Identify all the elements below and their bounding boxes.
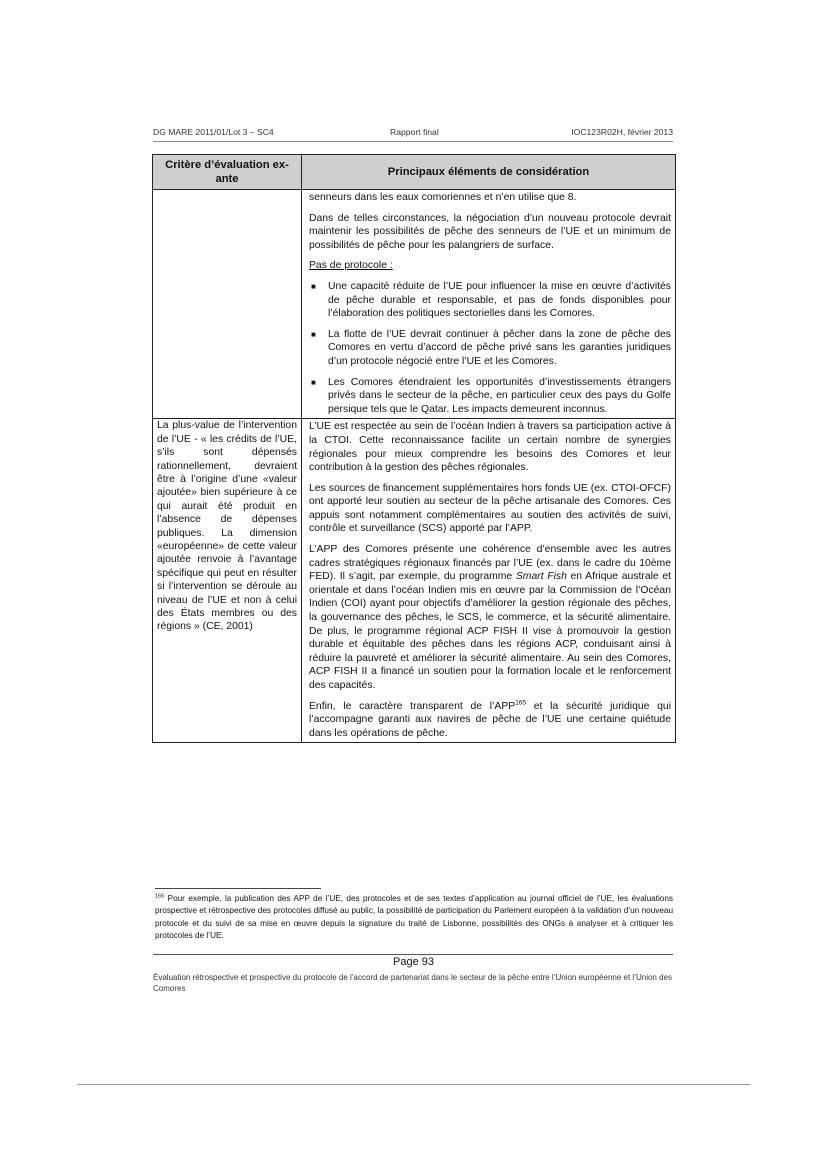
evaluation-table [152,154,676,743]
list-item [309,280,671,321]
bullet-list [309,280,671,416]
considerations-cell [302,190,676,419]
footer-divider [153,954,673,955]
header-report-type: Rapport final [390,127,439,137]
criterion-cell-empty [153,190,302,419]
paragraph [309,543,671,693]
paragraph-text: Enfin, le caractère transparent de l’APP [309,700,516,712]
footnote-text: Pour exemple, la publication des APP de l’UE, des protocoles et de ses textes d’application au journal officiel de l’UE, les évaluations prospective et rétrospective des protocoles diffusé au public, la possibilité de participation du Parlement européen à la validation d’un nouveau protocole et du suivi de sa mise en œuvre depuis la signature du traité de Lisbonne, possibilités des ONGs à analyser et à critiquer les protocoles de l’UE. [155,894,673,941]
list-item-text: Les Comores étendraient les opportunités d’investissements étrangers privés dans le secteur de la pêche, en particulier ceux des pays du Golfe persique tels que le Qatar. Les impacts demeurent inconnus. [328,376,671,415]
square-bullet-icon: ■ [311,281,316,291]
table-row [153,190,676,419]
subheading-no-protocol: Pas de protocole : [309,260,393,272]
footer-document-title: Évaluation rétrospective et prospective du protocole de l’accord de partenariat dans le secteur de la pêche entre l’Union européenne et l’Union des Comores [153,973,672,993]
paragraph: Dans de telles circonstances, la négociation d’un nouveau protocole devrait maintenir les possibilités de pêche des senneurs de l’UE et un minimum de possibilités de pêche pour les palangriers de surface. [309,212,671,251]
considerations-column-header: Principaux éléments de considération [302,155,676,190]
criterion-text: La plus-value de l’intervention de l’UE - « les crédits de l’UE, s’ils sont dépensés rationnellement, devraient être à l’origine d’une «valeur ajoutée» bien supérieure à ce qui aurait été produit en l’absence de dépenses publiques. La dimension «européenne» de cette valeur ajoutée renvoie à l’avantage spécifique qui peut en résulter si l’intervention se déroule au niveau de l’UE et non à celui des États membres ou des régions » (CE, 2001) [157,420,297,633]
page-header [153,127,673,142]
list-item-text: Une capacité réduite de l’UE pour influencer la mise en œuvre d’activités de pêche durable et responsable, et pas de fonds disponibles pour l’élaboration des politiques sectorielles dans les Comores. [328,280,671,320]
header-document-code: IOC123R02H, février 2013 [571,127,673,137]
list-item [309,328,671,369]
list-item [309,376,671,417]
page-bottom-divider [77,1084,750,1085]
footnote-reference[interactable]: 165 [515,699,527,707]
paragraph: senneurs dans les eaux comoriennes et n’en utilise que 8. [309,192,577,203]
paragraph [309,700,671,741]
page-number: Page 93 [393,956,434,968]
square-bullet-icon: ■ [311,329,316,339]
header-reference: DG MARE 2011/01/Lot 3 – SC4 [153,127,274,137]
square-bullet-icon: ■ [311,377,316,387]
paragraph: Les sources de financement supplémentaires hors fonds UE (ex. CTOI-OFCF) ont apporté leur soutien au secteur de la pêche artisanale des Comores. Ces appuis sont notamment complémentaires au soutien des activités de suivi, contrôle et surveillance (SCS) apporté par l’APP. [309,482,671,535]
list-item-text: La flotte de l’UE devrait continuer à pêcher dans la zone de pêche des Comores en vertu d’accord de pêche privé sans les garanties juridiques d’un protocole négocié entre l’UE et les Comores. [328,328,671,367]
criterion-cell [153,419,302,743]
footnote [155,893,673,943]
criterion-column-header: Critère d’évaluation ex-ante [153,155,302,190]
programme-name-italic: Smart Fish [515,571,567,583]
table-header-row [153,155,676,190]
paragraph-text: en Afrique australe et orientale et dans l’océan Indien mis en œuvre par la Commission de l’Océan Indien (COI) ayant pour objectifs d’améliorer la gestion régionale des pêches, la gouvernance des pêches, le SCS, le commerce, et la sécurité alimentaire. De plus, le programme régional ACP FISH II vise à promouvoir la gestion durable et équitable des pêches dans les régions ACP, conduisant ainsi à réduire la pauvreté et améliorer la sécurité alimentaire. Au sein des Comores, ACP FISH II a financé un soutien pour la formation locale et le renforcement des capacités. [309,571,672,691]
paragraph-text: et la sécurité juridique qui l’accompagne garanti aux navires de pêche de l’UE une certaine quiétude dans les opérations de pêche. [309,700,672,739]
footnote-divider [155,888,321,889]
table-row [153,419,676,743]
paragraph-text: L’APP des Comores présente une cohérence d’ensemble avec les autres cadres stratégiques régionaux financés par l’UE (ex. dans le cadre du 10ème FED). Il s’agit, par exemple, du programme [309,544,671,583]
paragraph: L’UE est respectée au sein de l’océan Indien à travers sa participation active à la CTOI. Cette reconnaissance facilite un certain nombre de synergies régionales pour mieux comprendre les besoins des Comores et leur contribution à la gestion des pêches régionales. [309,421,671,474]
footnote-number: 165 [155,893,165,900]
considerations-cell [302,419,676,743]
